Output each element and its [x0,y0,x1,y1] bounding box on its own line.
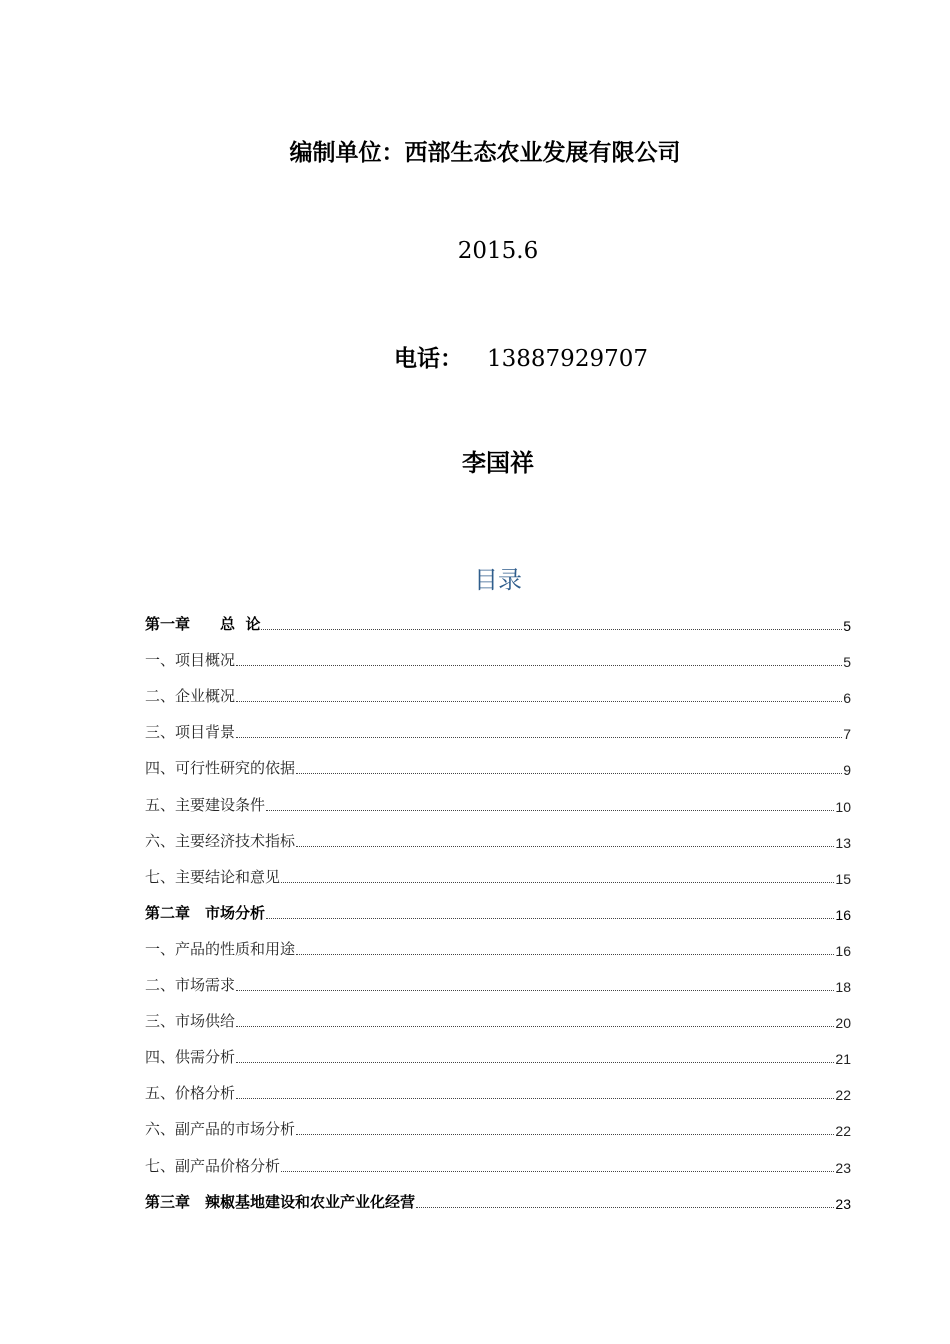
toc-entry-title: 一、产品的性质和用途 [145,939,296,958]
phone-label: 电话： [394,345,464,372]
toc-entry[interactable] [145,959,851,995]
toc-leader-dots [236,700,842,702]
toc-leader-dots [261,628,842,630]
contact-person: 李国祥 [462,448,534,477]
toc-entry[interactable] [145,1031,851,1067]
toc-entry[interactable] [145,887,851,923]
toc-entry-page: 16 [835,906,851,923]
toc-entry-title: 三、项目背景 [145,723,236,742]
toc-entry[interactable] [145,1176,851,1212]
toc-entry[interactable] [145,742,851,778]
toc-entry-page: 20 [835,1015,851,1032]
toc-entry-title: 四、供需分析 [145,1048,236,1067]
toc-entry-page: 6 [843,690,851,707]
toc-entry[interactable] [145,598,851,634]
toc-entry-page: 9 [843,762,851,779]
toc-entry-title: 一、项目概况 [145,651,236,670]
toc-entry-title: 五、价格分析 [145,1084,236,1103]
organization-line: 编制单位：西部生态农业发展有限公司 [289,139,681,166]
toc-leader-dots [296,845,834,847]
toc-entry-title: 五、主要建设条件 [145,795,266,814]
toc-entry-title: 七、主要结论和意见 [145,867,281,886]
toc-entry-page: 23 [835,1195,851,1212]
toc-leader-dots [236,1097,834,1099]
toc-entry-page: 21 [835,1051,851,1068]
toc-leader-dots [281,1170,834,1172]
toc-entry-page: 5 [843,618,851,635]
toc-entry[interactable] [145,634,851,670]
toc-entry-page: 7 [843,726,851,743]
table-of-contents [145,598,851,1212]
toc-entry-page: 16 [835,942,851,959]
toc-entry-page: 22 [835,1123,851,1140]
toc-leader-dots [266,917,834,919]
report-date: 2015.6 [457,238,539,264]
toc-title: 目录 [474,566,522,594]
toc-entry-page: 5 [843,654,851,671]
toc-entry-title: 三、市场供给 [145,1012,236,1031]
toc-entry-page: 15 [835,870,851,887]
toc-leader-dots [296,1133,834,1135]
toc-entry[interactable] [145,851,851,887]
toc-entry[interactable] [145,706,851,742]
toc-entry[interactable] [145,815,851,851]
toc-entry-page: 23 [835,1159,851,1176]
toc-leader-dots [236,989,834,991]
toc-leader-dots [236,664,842,666]
toc-entry-title: 四、可行性研究的依据 [145,759,296,778]
toc-entry[interactable] [145,923,851,959]
toc-leader-dots [296,772,842,774]
toc-entry-title: 第二章 市场分析 [145,903,266,922]
toc-entry[interactable] [145,670,851,706]
toc-entry-title: 二、企业概况 [145,687,236,706]
toc-entry-page: 18 [835,979,851,996]
toc-entry[interactable] [145,1067,851,1103]
toc-entry-title: 二、市场需求 [145,976,236,995]
toc-entry[interactable] [145,995,851,1031]
toc-entry-title: 六、副产品的市场分析 [145,1120,296,1139]
toc-leader-dots [416,1206,834,1208]
toc-entry-page: 13 [835,834,851,851]
toc-leader-dots [236,1061,834,1063]
toc-entry-title: 第一章 总 论 [145,615,261,634]
toc-entry-title: 七、副产品价格分析 [145,1156,281,1175]
toc-leader-dots [266,809,834,811]
toc-entry[interactable] [145,1139,851,1175]
toc-entry-title: 六、主要经济技术指标 [145,831,296,850]
toc-entry-page: 22 [835,1087,851,1104]
toc-entry[interactable] [145,1103,851,1139]
toc-leader-dots [236,1025,834,1027]
toc-leader-dots [236,736,842,738]
toc-entry[interactable] [145,778,851,814]
toc-leader-dots [296,953,834,955]
toc-entry-page: 10 [835,798,851,815]
phone-number: 13887929707 [487,346,648,372]
toc-leader-dots [281,881,834,883]
toc-entry-title: 第三章 辣椒基地建设和农业产业化经营 [145,1192,416,1211]
phone-line [0,340,950,373]
